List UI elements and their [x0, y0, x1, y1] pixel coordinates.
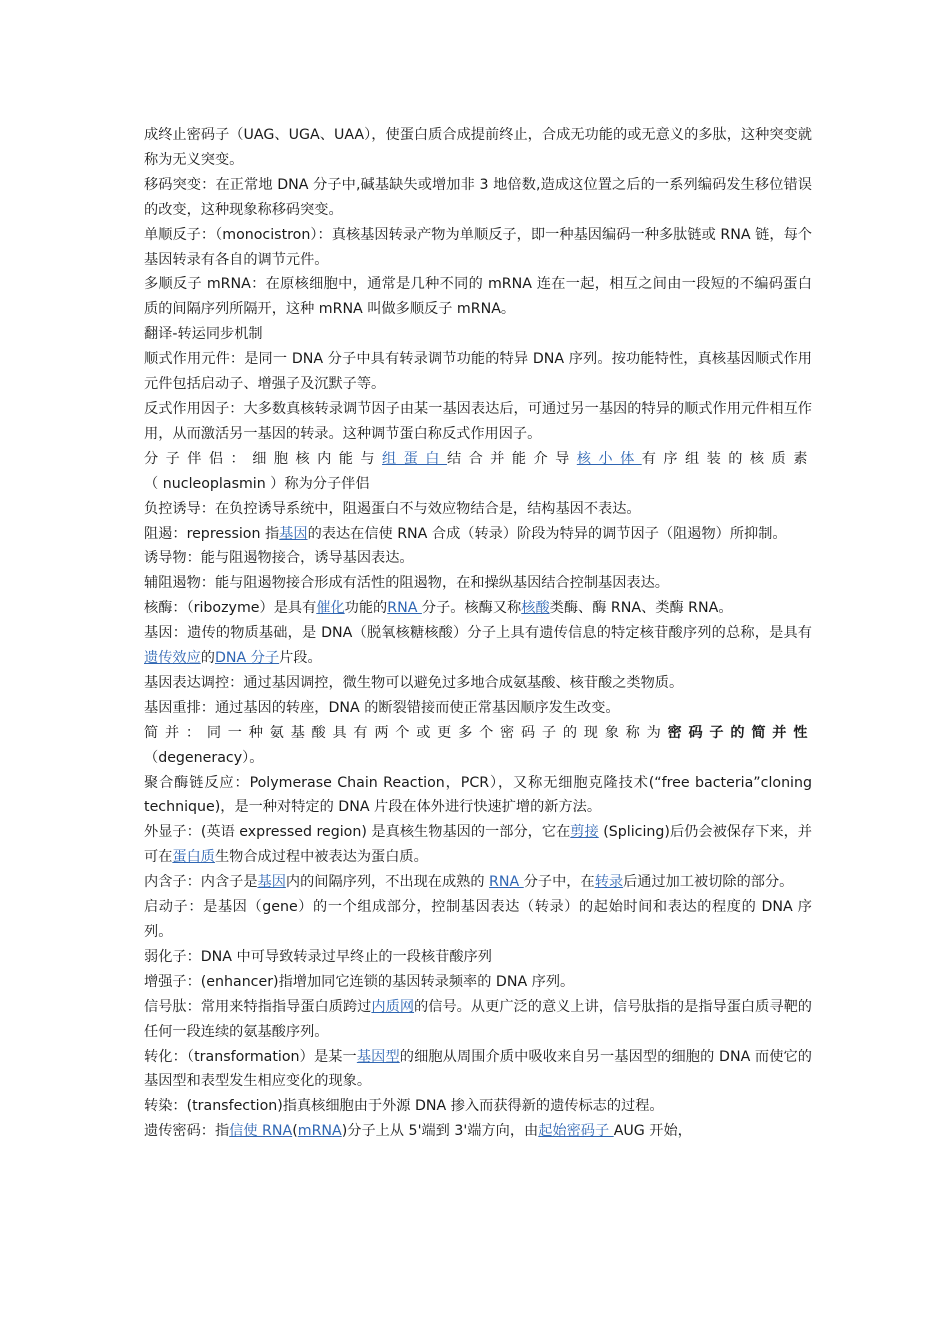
text-run: 类酶、酶 RNA、类酶 RNA。	[549, 600, 733, 617]
text-run: 启动子：是基因（gene）的一个组成部分，控制基因表达（转录）的起始时间和表达的程度的 DNA 序列。	[144, 899, 812, 940]
text-run: ）称为分子伴侣	[265, 475, 370, 492]
text-run: 生物合成过程中被表达为蛋白质。	[214, 849, 428, 866]
text-run: (	[292, 1123, 298, 1140]
term-link[interactable]: 信使 RNA	[229, 1123, 293, 1140]
text-run: 诱导物：能与阻遏物接合，诱导基因表达。	[144, 550, 414, 567]
text-run: 内的间隔序列，不出现在成熟的	[285, 874, 490, 891]
term-link[interactable]: DNA 分子	[214, 650, 280, 667]
paragraph	[144, 970, 812, 995]
paragraph	[144, 995, 812, 1045]
text-run: 基因：遗传的物质基础，是 DNA（脱氧核糖核酸）分子上具有遗传信息的特定核苷酸序列的总称，是具有	[144, 625, 812, 642]
paragraph	[144, 945, 812, 970]
text-run: 功能的	[344, 600, 388, 617]
text-run: 的	[200, 650, 215, 667]
paragraph	[144, 546, 812, 571]
text-run: 分子。核酶又称	[421, 600, 522, 617]
term-link[interactable]: 蛋白质	[172, 849, 215, 866]
text-run: 顺式作用元件：是同一 DNA 分子中具有转录调节功能的特异 DNA 序列。按功能特性，真核基因顺式作用元件包括启动子、增强子及沉默子等。	[144, 351, 812, 393]
term-link[interactable]: 催化	[316, 600, 345, 617]
term-link[interactable]: 剪接	[570, 824, 599, 841]
text-run: 核酶：（ribozyme）是具有	[144, 600, 317, 617]
paragraph	[144, 272, 812, 322]
text-run: (Splicing)后仍会被保存下来，并可在	[144, 824, 812, 866]
paragraph	[144, 820, 812, 870]
text-run: 后通过加工被切除的部分。	[623, 874, 794, 891]
paragraph	[144, 223, 812, 273]
paragraph	[144, 322, 812, 347]
text-run: 反式作用因子：大多数真核转录调节因子由某一基因表达后，可通过另一基因的特异的顺式作用元件相互作用，从而激活另一基因的转录。这种调节蛋白称反式作用因子。	[144, 400, 812, 442]
text-run: 的信号。从更广泛的意义上讲，信号肽指的是指导蛋白质寻靶的任何一段连续的氨基酸序列。	[144, 998, 812, 1040]
paragraph	[144, 621, 812, 671]
paragraph	[144, 571, 812, 596]
text-run: 聚合酶链反应：Polymerase Chain Reaction，PCR），又称无细胞克隆技术(“free bacteria”cloning technique)，是一种对特定的 DNA 片段在体外进行快速扩增的新方法。	[144, 774, 812, 816]
paragraph	[144, 895, 812, 945]
text-run: 增强子：(enhancer)指增加同它连锁的基因转录频率的 DNA 序列。	[144, 973, 575, 990]
text-run: 内含子：内含子是	[144, 874, 258, 891]
paragraph	[144, 1119, 812, 1144]
term-link[interactable]: 基因	[279, 525, 308, 542]
text-run: AUG 开始，	[613, 1123, 692, 1140]
text-run: 分子伴侣：细胞核内能与	[144, 450, 383, 467]
paragraph	[144, 1045, 812, 1095]
text-run: 的细胞从周围介质中吸收来自另一基因型的细胞的 DNA 而使它的基因型和表型发生相应变化的现象。	[144, 1048, 812, 1090]
paragraph	[144, 671, 812, 696]
paragraph	[144, 721, 812, 771]
text-run: 辅阻遏物：能与阻遏物接合形成有活性的阻遏物，在和操纵基因结合控制基因表达。	[144, 575, 669, 592]
term-link[interactable]: mRNA	[297, 1123, 342, 1140]
text-run: 单顺反子：（monocistron）：真核基因转录产物为单顺反子，即一种基因编码一种多肽链或 RNA 链，每个基因转录有各自的调节元件。	[144, 226, 812, 268]
text-run: 翻译-转运同步机制	[144, 326, 263, 343]
paragraph	[144, 596, 812, 621]
paragraph	[144, 123, 812, 173]
text-run: 简并：同一种氨基酸具有两个或更多个密码子的现象称为	[144, 724, 668, 741]
text-run: 移码突变：在正常地 DNA 分子中,碱基缺失或增加非 3 地倍数,造成这位置之后的一系列编码发生移位错误的改变，这种现象称移码突变。	[144, 176, 812, 218]
text-run: )分子上从 5'端到 3'端方向，由	[341, 1123, 539, 1140]
paragraph	[144, 696, 812, 721]
text-run: 有序组装的核质素（	[144, 450, 812, 492]
text-run: 转染：(transfection)指真核细胞由于外源 DNA 掺入而获得新的遗传标志的过程。	[144, 1098, 664, 1115]
text-run: 弱化子：DNA 中可导致转录过早终止的一段核苷酸序列	[144, 948, 492, 965]
paragraph	[144, 497, 812, 522]
text-run: 片段。	[279, 650, 322, 667]
term-link[interactable]: 核酸	[521, 600, 550, 617]
text-run: 外显子：(英语 expressed region) 是真核生物基因的一部分，它在	[144, 824, 571, 841]
paragraph	[144, 522, 812, 547]
paragraph	[144, 1094, 812, 1119]
text-run: 阻遏：repression 指	[144, 525, 280, 542]
term-link[interactable]: 起始密码子	[538, 1123, 614, 1140]
text-run: 成终止密码子（UAG、UGA、UAA），使蛋白质合成提前终止，合成无功能的或无意义的多肽，这种突变就称为无义突变。	[144, 127, 812, 168]
term-link[interactable]: 转录	[594, 874, 624, 891]
term-link[interactable]: 基因	[257, 874, 286, 891]
text-run: 结合并能介导	[446, 450, 577, 467]
term-link[interactable]: 组蛋白	[382, 450, 447, 467]
paragraph	[144, 347, 812, 397]
paragraph	[144, 173, 812, 223]
text-run: 基因重排：通过基因的转座，DNA 的断裂错接而使正常基因顺序发生改变。	[144, 699, 620, 716]
paragraph	[144, 397, 812, 447]
text-run: nucleoplasmin	[162, 475, 266, 492]
term-link[interactable]: 基因型	[356, 1048, 400, 1065]
text-run: 多顺反子 mRNA：在原核细胞中，通常是几种不同的 mRNA 连在一起，相互之间由一段短的不编码蛋白质的间隔序列所隔开，这种 mRNA 叫做多顺反子 mRNA。	[144, 276, 812, 318]
text-run: 的表达在信使 RNA 合成（转录）阶段为特异的调节因子（阻遏物）所抑制。	[307, 525, 787, 542]
text-run: 分子中，在	[523, 874, 595, 891]
paragraph	[144, 447, 812, 497]
text-run: 转化：（transformation）是某一	[144, 1048, 357, 1065]
term-link[interactable]: 遗传效应	[144, 650, 201, 667]
text-run: 遗传密码：指	[144, 1123, 230, 1140]
paragraph	[144, 870, 812, 895]
text-run: 基因表达调控：通过基因调控，微生物可以避免过多地合成氨基酸、核苷酸之类物质。	[144, 674, 684, 691]
text-run: （degeneracy）。	[144, 749, 264, 766]
document-body	[144, 123, 812, 1144]
term-link[interactable]: 核小体	[576, 450, 642, 467]
term-link[interactable]: 内质网	[371, 998, 415, 1015]
term-link[interactable]: RNA	[387, 600, 422, 617]
text-run: 负控诱导：在负控诱导系统中，阻遏蛋白不与效应物结合是，结构基因不表达。	[144, 500, 641, 517]
term-link[interactable]: RNA	[489, 874, 524, 891]
bold-term: 密码子的简并性	[667, 724, 812, 741]
paragraph	[144, 771, 812, 821]
text-run: 信号肽：常用来特指指导蛋白质跨过	[144, 998, 372, 1015]
